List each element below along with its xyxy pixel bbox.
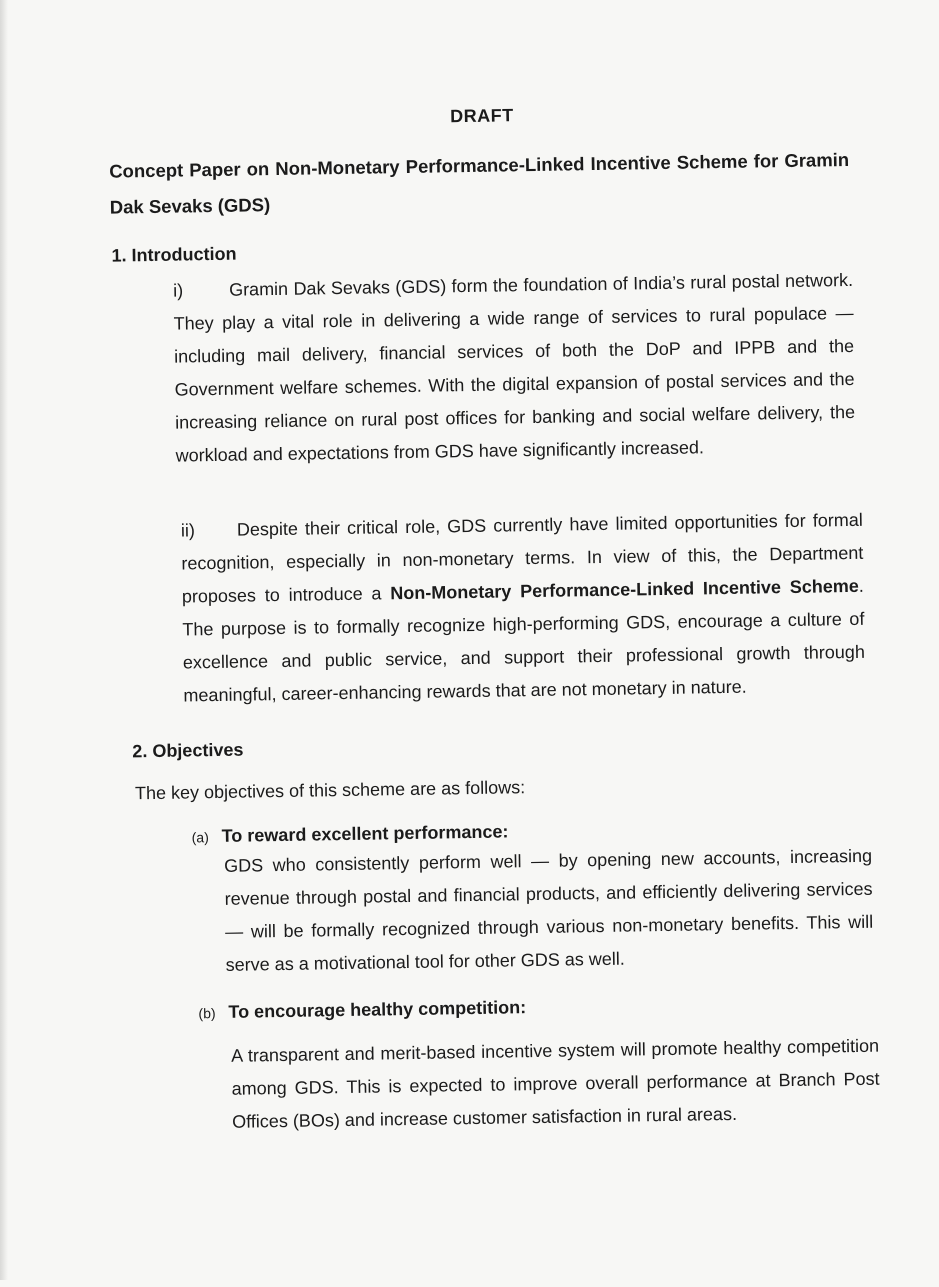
section-heading-introduction: 1. Introduction <box>111 243 237 266</box>
paragraph-number: ii) <box>180 520 196 541</box>
objective-label: (b) <box>198 1005 216 1022</box>
objective-title: To encourage healthy competition: <box>228 997 527 1022</box>
objective-a-text: GDS who consistently perform well — by opening new accounts, increasing revenue through postal and financial products, and efficiently delivering services — will be formally recognized through various non-monetary benefits. This will serve as a motivational tool for other GDS as well. <box>223 845 874 975</box>
paragraph-text-start: Despite their critical role, GDS currently have limited opportunities for formal recognition, especially in non-monetary terms. In view of this, the Department proposes to introduce a <box>181 509 864 607</box>
intro-paragraph-2 <box>181 504 866 713</box>
scheme-name-bold: Non-Monetary Performance-Linked Incentive Scheme <box>390 575 859 604</box>
paragraph-text-end: . The purpose is to formally recognize high-performing GDS, encourage a culture of excellence and public service, and support their professional growth through meaningful, career-enhancing rewards that are not monetary in nature. <box>182 575 866 706</box>
paragraph-text: Gramin Dak Sevaks (GDS) form the foundation of India’s rural postal network. They play a vital role in delivering a wide range of services to rural populace — including mail delivery, financial services of both the DoP and IPPB and the Government welfare schemes. With the digital expansion of postal services and the increasing reliance on rural post offices for banking and social welfare delivery, the workload and expectations from GDS have significantly increased. <box>173 269 856 466</box>
objective-title: To reward excellent performance: <box>221 821 509 846</box>
objective-a-heading <box>192 821 509 847</box>
objective-b-text: A transparent and merit-based incentive system will promote healthy competition among GDS. This is expected to improve overall performance at Branch Post Offices (BOs) and increase customer satisfaction in rural areas. <box>230 1035 880 1132</box>
document-title: Concept Paper on Non-Monetary Performance-Linked Incentive Scheme for Gramin Dak Sevaks (GDS) <box>109 148 850 218</box>
objective-label: (a) <box>191 829 209 846</box>
intro-paragraph-1 <box>173 264 856 473</box>
objectives-lead: The key objectives of this scheme are as follows: <box>134 777 526 804</box>
objective-b-heading <box>198 997 526 1023</box>
paragraph-number: i) <box>172 280 184 301</box>
draft-label: DRAFT <box>449 105 514 127</box>
section-heading-objectives: 2. Objectives <box>132 739 244 762</box>
